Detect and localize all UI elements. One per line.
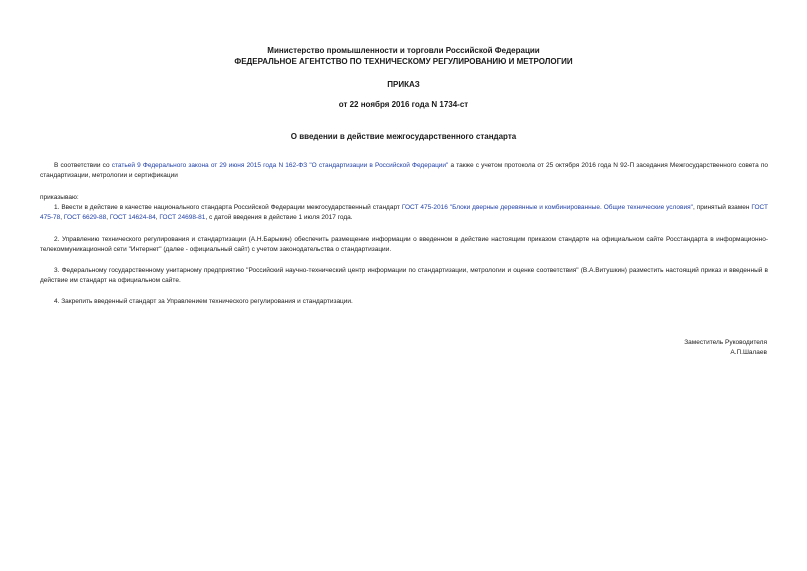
item-4-paragraph [40,297,768,307]
separator: , [60,214,64,221]
item-2-paragraph [40,235,768,255]
item-3-text: 3. Федеральному государственному унитарному предприятию "Российский научно-технический центр информации по стандартизации, метрологии и оценке соответствия" (В.А.Витушкин) разместить настоящий приказ и введенный в действие им стандарт на официальном сайте. [40,267,768,284]
order-word: приказываю: [40,194,79,201]
gost-6629-88-link[interactable]: ГОСТ 6629-88 [63,214,107,221]
law-article-link[interactable]: статьей 9 Федерального закона от 29 июня 2015 года N 162-ФЗ "О стандартизации в Российской Федерации" [111,162,449,169]
item-2-text: 2. Управлению технического регулирования и стандартизации (А.Н.Барыкин) обеспечить размещение информации о введенном в действие настоящим приказом стандарте на официальном сайте Росстандарта в информационно-телекоммуникационной сети "Интернет" (далее - официальный сайт) с учетом законодательства о стандартизации. [40,236,768,253]
item-4-text: 4. Закрепить введенный стандарт за Управлением технического регулирования и стандартизации. [54,298,353,305]
intro-text-end: а также с учетом протокола от 25 октября 2016 года N 92-П заседания Межгосударственного совета по стандартизации, метрологии и сертификации [40,162,768,179]
signature-name: А.П.Шалаев [730,349,767,356]
item-1-text-end: , с датой введения в действие 1 июля 2017 года. [205,214,353,221]
agency-name: ФЕДЕРАЛЬНОЕ АГЕНТСТВО ПО ТЕХНИЧЕСКОМУ РЕГУЛИРОВАНИЮ И МЕТРОЛОГИИ [234,57,573,66]
item-1-text-start: 1. Ввести в действие в качестве национального стандарта Российской Федерации межгосударственный стандарт [54,204,402,211]
gost-475-2016-link[interactable]: ГОСТ 475-2016 "Блоки дверные деревянные и комбинированные. Общие технические условия" [401,204,693,211]
separator: , [155,214,160,221]
gost-24698-81-link[interactable]: ГОСТ 24698-81 [159,214,206,221]
document-title: О введении в действие межгосударственного стандарта [290,132,517,141]
separator: , [106,214,110,221]
intro-paragraph [40,161,768,181]
ministry-name: Министерство промышленности и торговли Российской Федерации [267,46,540,55]
signature-position: Заместитель Руководителя [684,339,767,346]
gost-14624-84-link[interactable]: ГОСТ 14624-84 [109,214,156,221]
item-1-paragraph [40,203,768,223]
document-type: ПРИКАЗ [387,80,420,89]
intro-text-start: В соответствии со [54,162,112,169]
gost-475-78-link[interactable]: ГОСТ 475-78 [40,204,768,221]
document-date-number: от 22 ноября 2016 года N 1734-ст [338,100,469,109]
item-3-paragraph [40,266,768,286]
item-1-text-replace: , принятый взамен [692,204,752,211]
